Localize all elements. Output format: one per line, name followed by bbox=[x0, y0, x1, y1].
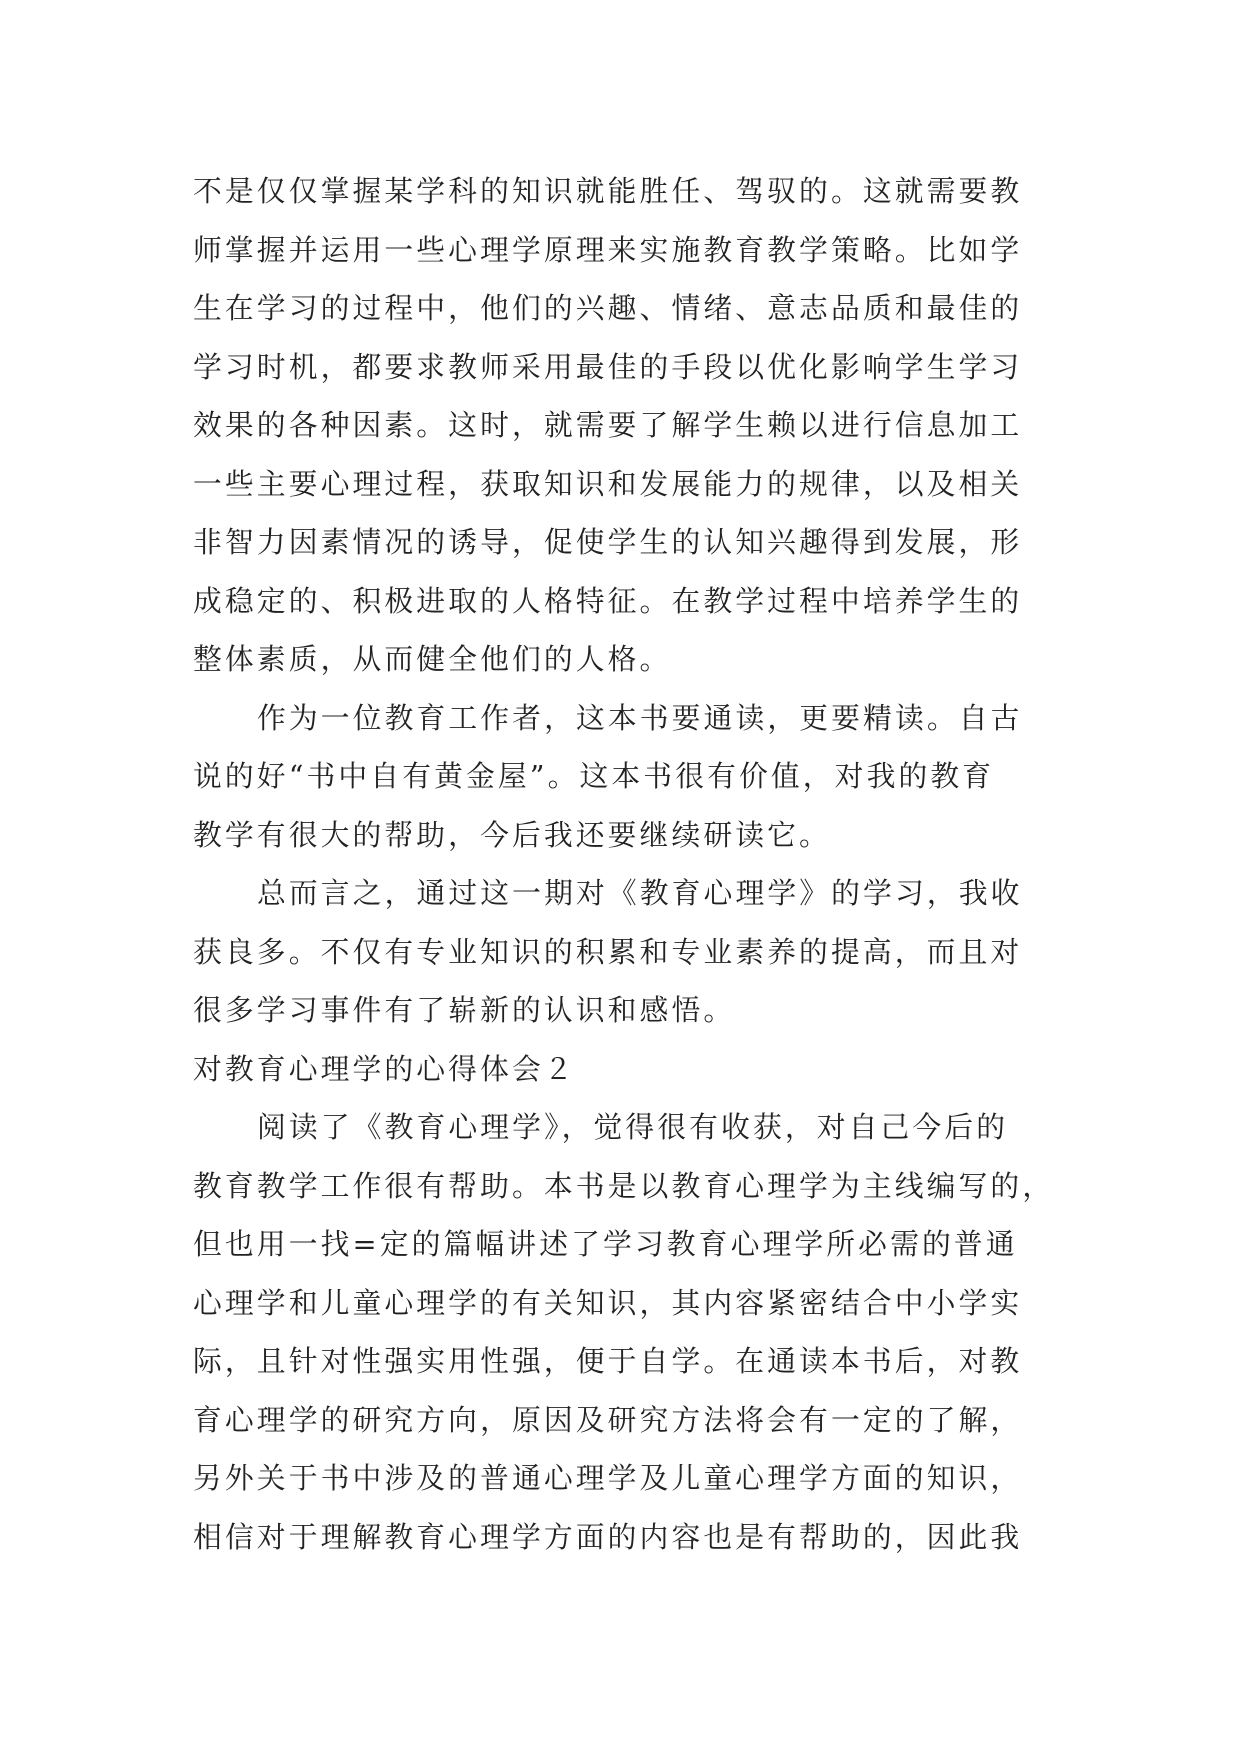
body-line: 很多学习事件有了崭新的认识和感悟。 bbox=[193, 993, 736, 1027]
body-line: 获良多。不仅有专业知识的积累和专业素养的提高，而且对 bbox=[193, 934, 1023, 969]
body-line: 说的好“书中自有黄金屋”。这本书很有价值，对我的教育 bbox=[193, 759, 995, 793]
document-body bbox=[193, 162, 1063, 1566]
body-line: 生在学习的过程中，他们的兴趣、情绪、意志品质和最佳的 bbox=[193, 291, 1023, 325]
body-line: 师掌握并运用一些心理学原理来实施教育教学策略。比如学 bbox=[193, 232, 1023, 267]
body-line: 育心理学的研究方向，原因及研究方法将会有一定的了解， bbox=[193, 1402, 1023, 1437]
body-line: 心理学和儿童心理学的有关知识，其内容紧密结合中小学实 bbox=[193, 1285, 1023, 1320]
body-line: 成稳定的、积极进取的人格特征。在教学过程中培养学生的 bbox=[193, 583, 1023, 618]
body-line: 另外关于书中涉及的普通心理学及儿童心理学方面的知识， bbox=[193, 1461, 1023, 1495]
body-line: 教学有很大的帮助，今后我还要继续研读它。 bbox=[193, 817, 831, 852]
body-line: 不是仅仅掌握某学科的知识就能胜任、驾驭的。这就需要教 bbox=[193, 174, 1023, 208]
body-line: 效果的各种因素。这时，就需要了解学生赖以进行信息加工 bbox=[193, 408, 1023, 442]
body-line: 相信对于理解教育心理学方面的内容也是有帮助的，因此我 bbox=[193, 1519, 1023, 1554]
body-line: 教育教学工作很有帮助。本书是以教育心理学为主线编写的， bbox=[193, 1168, 1055, 1203]
body-line: 一些主要心理过程，获取知识和发展能力的规律，以及相关 bbox=[193, 466, 1023, 501]
body-line: 整体素质，从而健全他们的人格。 bbox=[193, 642, 672, 676]
body-line: 但也用一找=定的篇幅讲述了学习教育心理学所必需的普通 bbox=[193, 1227, 1018, 1261]
paragraph-first-line: 总而言之，通过这一期对《教育心理学》的学习，我收 bbox=[257, 876, 1023, 910]
section-heading: 对教育心理学的心得体会２ bbox=[193, 1051, 576, 1086]
body-line: 非智力因素情况的诱导，促使学生的认知兴趣得到发展，形 bbox=[193, 525, 1023, 559]
body-line: 学习时机，都要求教师采用最佳的手段以优化影响学生学习 bbox=[193, 349, 1023, 384]
paragraph-first-line: 阅读了《教育心理学》，觉得很有收获，对自己今后的 bbox=[257, 1110, 1009, 1144]
paragraph-first-line: 作为一位教育工作者，这本书要通读，更要精读。自古 bbox=[257, 700, 1023, 735]
body-line: 际，且针对性强实用性强，便于自学。在通读本书后，对教 bbox=[193, 1344, 1023, 1378]
